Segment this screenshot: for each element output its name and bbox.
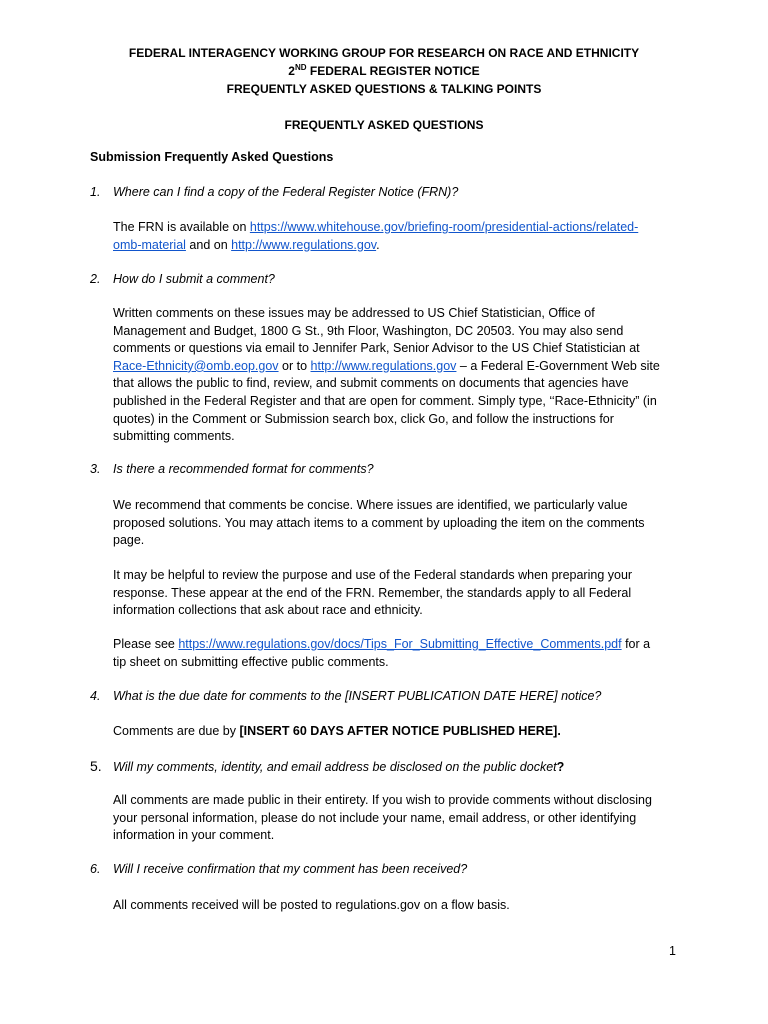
question-text: How do I submit a comment? [113, 272, 275, 286]
answer-text: and on [185, 237, 232, 252]
question-number: 3. [90, 462, 101, 476]
answer-line: that allows the public to find, review, and submit comments on documents that agencies have [113, 376, 629, 391]
regulations-link[interactable]: http://www.regulations.gov [310, 358, 457, 373]
question-2 [90, 272, 275, 286]
answer-line: It may be helpful to review the purpose and use of the Federal standards when preparing your [113, 568, 633, 582]
answer-line: All comments received will be posted to regulations.gov on a flow basis. [113, 898, 510, 912]
whitehouse-link-continued[interactable]: omb-material [113, 237, 186, 252]
answer-text: for a [621, 637, 651, 651]
question-number: 2. [90, 272, 101, 286]
question-text: Will I receive confirmation that my comment has been received? [113, 862, 468, 876]
answer-text: Comments are due by [113, 724, 240, 738]
question-4 [90, 689, 601, 703]
answer-text: Please see [113, 637, 179, 651]
header-line-2-number: 2 [288, 64, 295, 78]
answer-text: – a Federal E-Government Web site [456, 358, 660, 373]
answer-3-paragraph-2 [113, 567, 683, 620]
answer-3-paragraph-1 [113, 497, 683, 550]
question-end-mark: ? [556, 760, 565, 774]
answer-4 [113, 723, 683, 741]
whitehouse-link[interactable]: https://www.whitehouse.gov/briefing-room/presidential-actions/related- [249, 220, 639, 234]
answer-line: Written comments on these issues may be addressed to US Chief Statistician, Office of [113, 306, 595, 320]
question-number: 4. [90, 689, 101, 703]
question-number: 1. [90, 185, 101, 199]
header-line-2-superscript: ND [294, 63, 307, 72]
answer-line: quotes) in the Comment or Submission search box, click Go, and follow the instructions for [113, 411, 614, 426]
answer-1 [113, 219, 683, 254]
header-line-2 [0, 63, 768, 80]
answer-2 [113, 305, 683, 446]
answer-line: We recommend that comments be concise. Where issues are identified, we particularly value [113, 498, 628, 512]
answer-line: Management and Budget, 1800 G St., 9th Floor, Washington, DC 20503. You may also send [113, 323, 624, 338]
question-text: Will my comments, identity, and email address be disclosed on the public docket [113, 760, 557, 774]
header-line-3: FREQUENTLY ASKED QUESTIONS & TALKING POINTS [226, 82, 542, 96]
due-date-placeholder: [INSERT 60 DAYS AFTER NOTICE PUBLISHED HERE]. [239, 724, 561, 738]
question-5 [90, 758, 564, 774]
regulations-link[interactable]: http://www.regulations.gov [231, 237, 377, 252]
question-3 [90, 462, 374, 476]
answer-line: tip sheet on submitting effective public comments. [113, 654, 389, 669]
answer-line: published in the Federal Register and that are open for comment. Simply type, ‘‘Race-Ethnicity” (in [113, 393, 657, 408]
answer-text: . [376, 237, 380, 252]
answer-text: The FRN is available on [113, 220, 250, 234]
answer-line: information in your comment. [113, 828, 275, 843]
answer-line: page. [113, 533, 145, 548]
answer-6 [113, 897, 683, 915]
header-line-2-rest: FEDERAL REGISTER NOTICE [306, 64, 480, 78]
question-6 [90, 862, 467, 876]
answer-5 [113, 792, 683, 845]
question-text: Is there a recommended format for comments? [113, 462, 374, 476]
answer-text: or to [278, 358, 311, 373]
answer-line: your personal information, please do not include your name, email address, or other identifying [113, 810, 637, 825]
page-number: 1 [669, 944, 676, 958]
answer-line: submitting comments. [113, 429, 235, 444]
question-1 [90, 185, 458, 199]
question-text: What is the due date for comments to the [INSERT PUBLICATION DATE HERE] notice? [113, 689, 602, 703]
answer-line: All comments are made public in their entirety. If you wish to provide comments without disclosing [113, 793, 652, 807]
answer-line: proposed solutions. You may attach items to a comment by uploading the item on the comments [113, 515, 645, 530]
answer-line: comments or questions via email to Jennifer Park, Senior Advisor to the US Chief Statistician at [113, 341, 640, 356]
question-text: Where can I find a copy of the Federal Register Notice (FRN)? [113, 185, 459, 199]
answer-3-paragraph-3 [113, 636, 683, 671]
question-number: 5. [90, 758, 102, 774]
header-line-1: FEDERAL INTERAGENCY WORKING GROUP FOR RESEARCH ON RACE AND ETHNICITY [128, 46, 640, 60]
email-link[interactable]: Race-Ethnicity@omb.eop.gov [113, 358, 279, 373]
answer-line: response. These appear at the end of the FRN. Remember, the standards apply to all Federal [113, 585, 632, 600]
question-number: 6. [90, 862, 101, 876]
tips-pdf-link[interactable]: https://www.regulations.gov/docs/Tips_For_Submitting_Effective_Comments.pdf [178, 637, 622, 651]
section-heading: FREQUENTLY ASKED QUESTIONS [284, 118, 484, 132]
subsection-title: Submission Frequently Asked Questions [90, 150, 334, 164]
answer-line: information collections that ask about race and ethnicity. [113, 603, 423, 618]
